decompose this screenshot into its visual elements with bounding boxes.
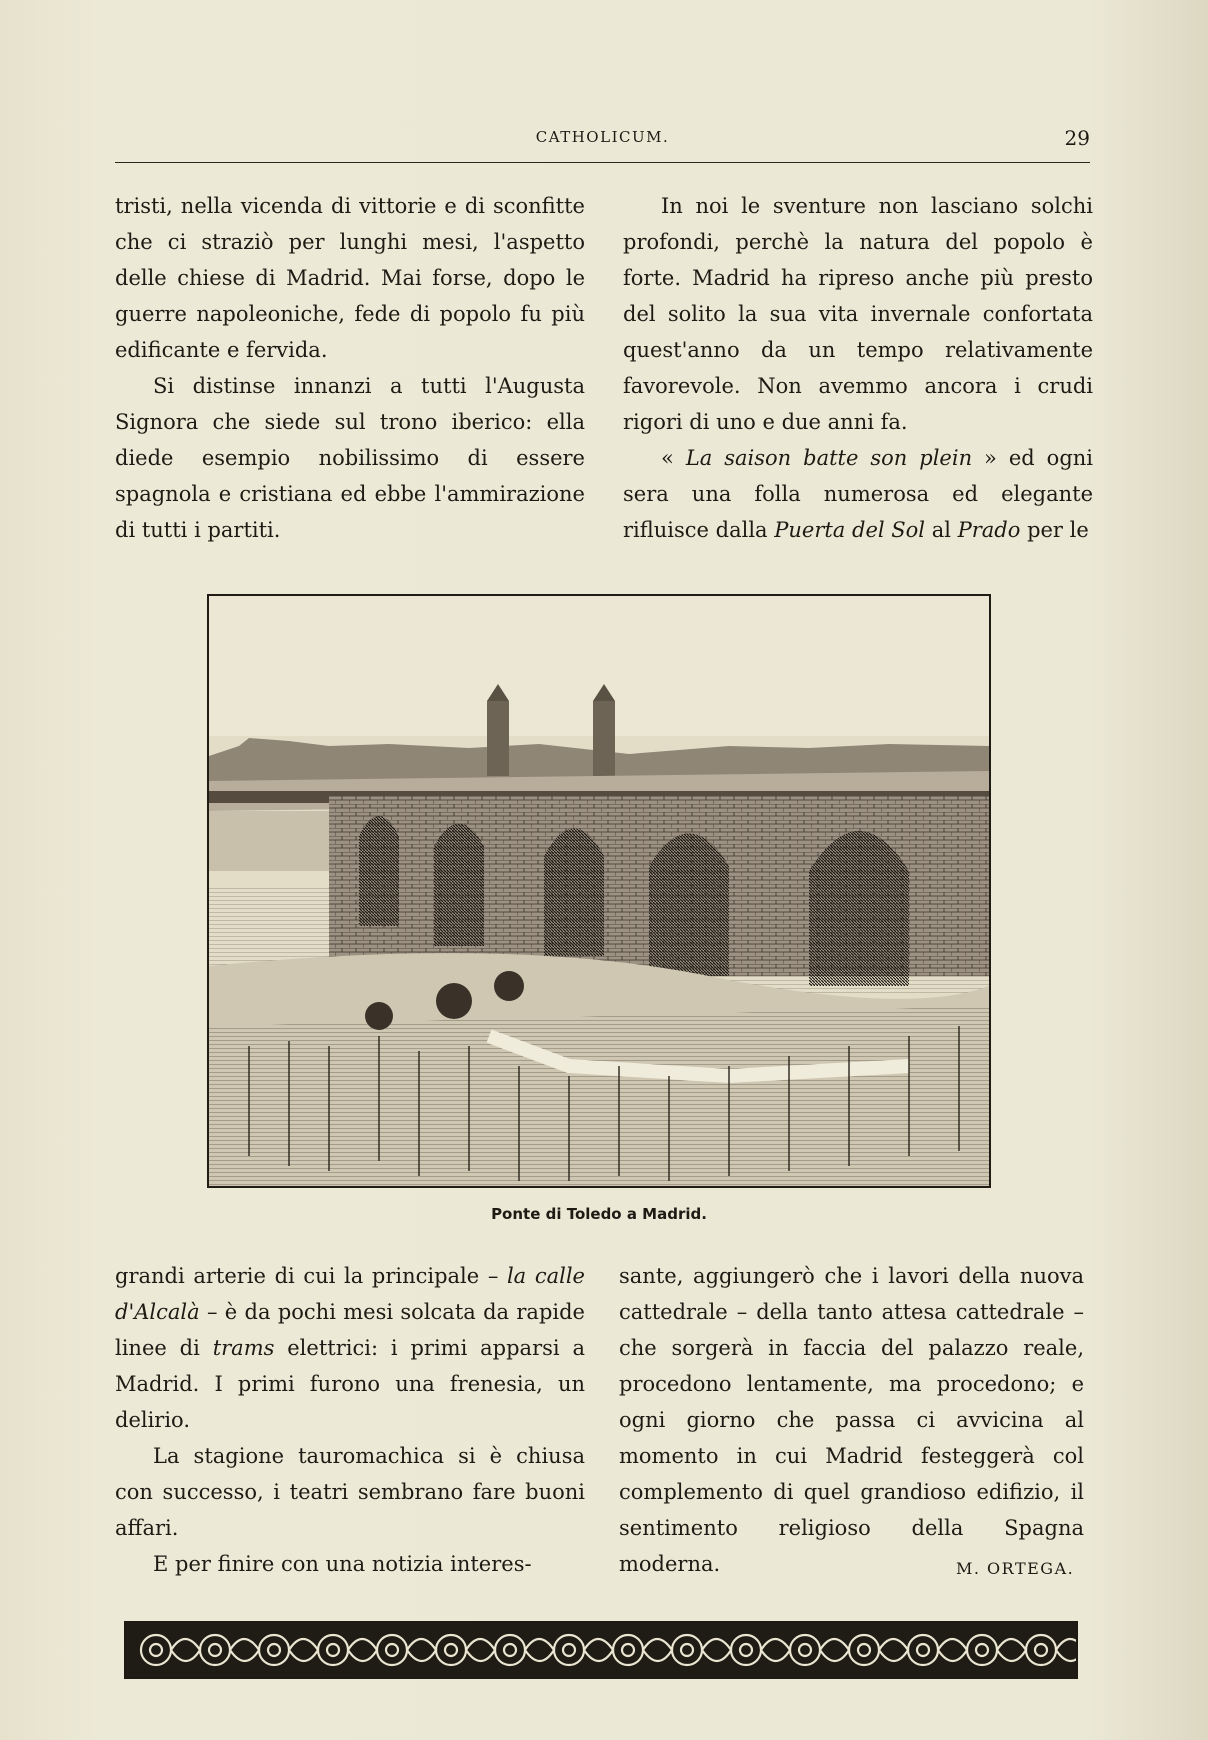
quote-mark: « [661,446,686,470]
paragraph: tristi, nella vicenda di vittorie e di sconfitte che ci straziò per lunghi mesi, l'aspetto delle chiese di Madrid. Mai forse, dopo le guerre napoleoniche, fede di popolo fu più edificante e fervida. [115,194,585,362]
decorative-border-ornament [124,1621,1078,1679]
text-run: al [925,518,958,542]
text-run: grandi arterie di cui la principale – [115,1264,507,1288]
bridge-illustration [209,596,989,1186]
bridge-engraving [207,594,991,1188]
page-number: 29 [1064,126,1090,150]
figure-caption: Ponte di Toledo a Madrid. [491,1205,707,1223]
paragraph: sante, aggiungerò che i lavori della nuova cattedrale – della tanto attesa cattedrale – che sorgerà in faccia del palazzo reale, procedono lentamente, ma procedono; e ogni giorno che passa ci avvicina al momento in cui Madrid festeggerà col complemento di quel grandioso edifizio, il sentimento religioso della Spagna moderna. [619,1264,1084,1576]
paragraph: Si distinse innanzi a tutti l'Augusta Signora che siede sul trono iberico: ella diede esempio nobilissimo di essere spagnola e cristiana ed ebbe l'ammirazione di tutti i partiti. [115,374,585,542]
text-run: per le [1020,518,1089,542]
running-title: CATHOLICUM. [535,128,670,146]
paragraph [115,1258,585,1438]
place-name: Prado [957,518,1021,542]
ornament-pattern [126,1623,1076,1677]
text-column-1 [115,188,585,548]
paragraph: E per finire con una notizia interes- [153,1552,532,1576]
text-column-4 [619,1258,1084,1582]
paragraph: In noi le sventure non lasciano solchi profondi, perchè la natura del popolo è forte. Madrid ha ripreso anche più presto del solito la sua vita invernale confortata quest'anno da un tempo relativamente favorevole. Non avemmo ancora i crudi rigori di uno e due anni fa. [623,194,1093,434]
text-column-2 [623,188,1093,548]
italic-term: trams [212,1336,275,1360]
author-signature: M. ORTEGA. [956,1559,1075,1578]
quoted-phrase: La saison batte son plein [685,446,973,470]
text-run: – è da pochi mesi solcata da rapide linee di [115,1300,585,1360]
street-name: la calle d'Alcalà [115,1264,585,1324]
text-run: elettrici: i primi apparsi a Madrid. I primi furono una frenesia, un delirio. [115,1336,585,1432]
text-column-3 [115,1258,585,1582]
place-name: Puerta del Sol [774,518,926,542]
paragraph: La stagione tauromachica si è chiusa con successo, i teatri sembrano fare buoni affari. [115,1444,585,1540]
page-header [115,128,1090,163]
paragraph [623,440,1093,548]
text-run: » ed ogni sera una folla numerosa ed elegante rifluisce dalla [623,446,1093,542]
